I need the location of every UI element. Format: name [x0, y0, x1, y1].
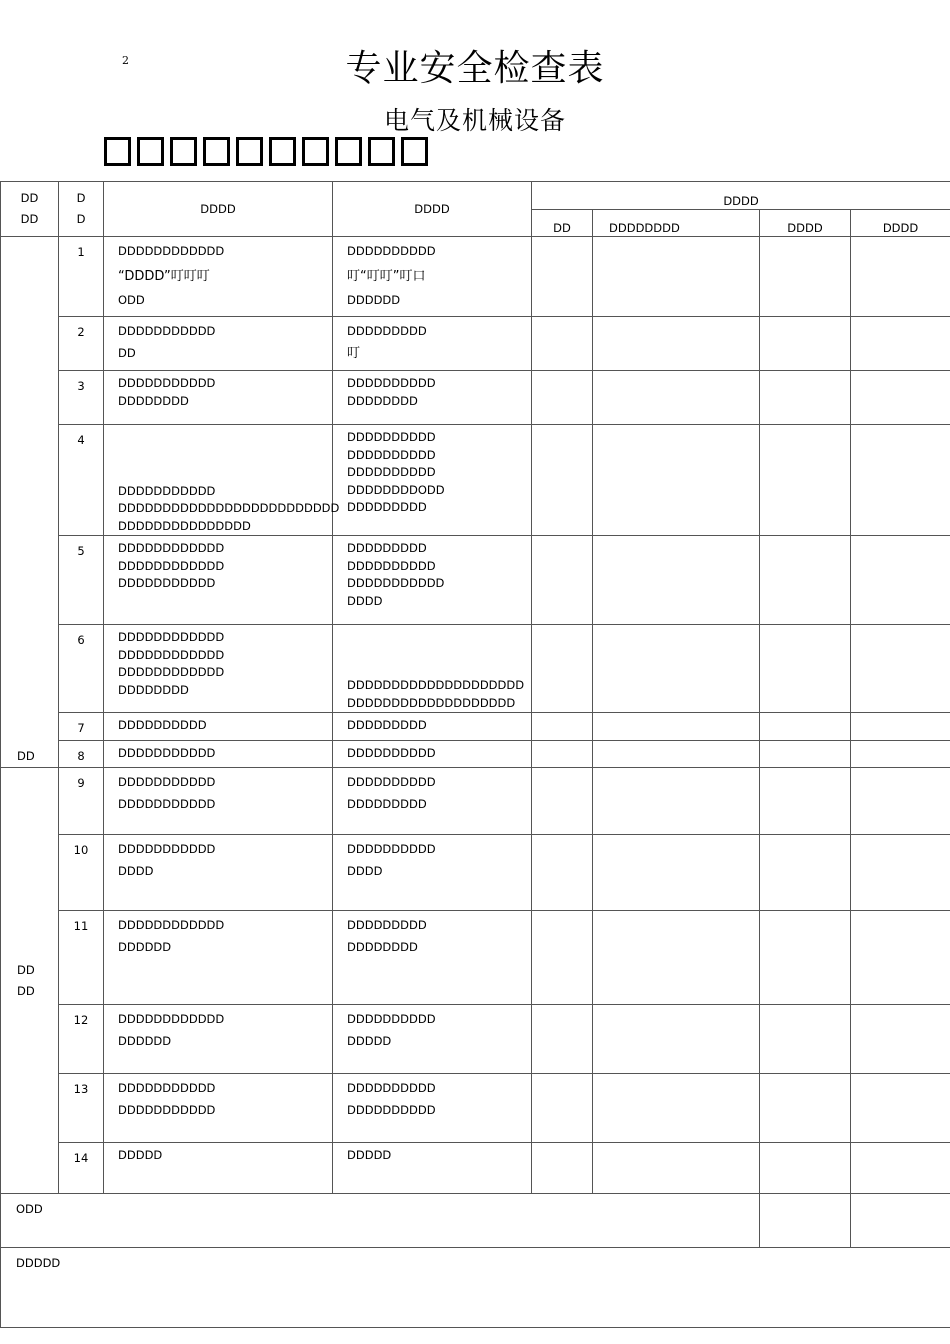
table-row: [1, 625, 950, 713]
check-item-cell: [104, 1143, 333, 1194]
cell-line: DDDDDDDDDDDD: [118, 647, 225, 662]
cell-line: DDDDDDDDDD: [347, 1102, 436, 1117]
cell-line: DDDDDDDDD: [347, 324, 427, 338]
result-cell[interactable]: [851, 1074, 950, 1143]
cell-line: DDDDDDDDDD: [347, 842, 436, 856]
cell-line: DDDDDDDDD: [347, 500, 427, 514]
footer-value-2[interactable]: [851, 1194, 950, 1248]
footer-value-1[interactable]: [760, 1194, 851, 1248]
result-cell[interactable]: [593, 741, 760, 768]
header-sub-1: DD: [532, 210, 593, 237]
cell-line: 叮: [347, 345, 361, 361]
cell-line: DDDDDDDDDDD: [118, 1102, 216, 1117]
table-row: [1, 741, 950, 768]
check-standard-cell: [333, 425, 532, 536]
cell-line: DDDDDDDD: [347, 939, 418, 954]
result-cell[interactable]: [851, 713, 950, 741]
result-cell[interactable]: [760, 713, 851, 741]
header-sub-2: DDDDDDDD: [593, 210, 760, 237]
result-cell[interactable]: [532, 1074, 593, 1143]
result-cell[interactable]: [532, 713, 593, 741]
result-cell[interactable]: [593, 768, 760, 835]
check-standard-cell: [333, 741, 532, 768]
cell-line: 叮“叮叮”叮口: [347, 268, 426, 284]
result-cell[interactable]: [593, 425, 760, 536]
row-number: 5: [59, 536, 104, 625]
result-cell[interactable]: [593, 625, 760, 713]
cell-line: DDDDDDDDDDDD: [118, 918, 225, 932]
result-cell[interactable]: [760, 835, 851, 911]
cell-line: DDDDDDDDDDD: [118, 746, 216, 760]
result-cell[interactable]: [532, 237, 593, 317]
result-cell[interactable]: [593, 713, 760, 741]
check-item-cell: [104, 713, 333, 741]
result-cell[interactable]: [593, 1074, 760, 1143]
result-cell[interactable]: [851, 371, 950, 425]
check-standard-cell: [333, 713, 532, 741]
cell-line: DDDDDDDDDDDDDDDDDDDDDDDDD: [118, 501, 340, 515]
header-item: DDDD: [104, 182, 333, 237]
cell-line: DDDD: [347, 593, 383, 608]
header-sub-4: DDDD: [851, 210, 950, 237]
page-subtitle: 电气及机械设备: [383, 106, 566, 135]
table-row: [1, 317, 950, 371]
result-cell[interactable]: [760, 237, 851, 317]
result-cell[interactable]: [760, 1005, 851, 1074]
check-standard-cell: [333, 768, 532, 835]
table-row: [1, 1143, 950, 1194]
result-cell[interactable]: [532, 835, 593, 911]
cell-line: DDDDDDDDDDDD: [118, 558, 225, 573]
cell-line: DDDD: [118, 863, 154, 878]
result-cell[interactable]: [760, 1143, 851, 1194]
cell-line: DDDDDDDDDDD: [118, 483, 216, 498]
table-row: [1, 768, 950, 835]
table-row: [1, 371, 950, 425]
cell-line: DDDDDDDD: [118, 682, 189, 697]
check-standard-cell: [333, 317, 532, 371]
cell-line: DDDDDDDDDDDDDDDDDDD: [347, 695, 516, 710]
check-item-cell: [104, 835, 333, 911]
category-cell: DD: [1, 237, 59, 768]
cell-line: DDDDDDDDDD: [347, 244, 436, 258]
check-standard-cell: [333, 371, 532, 425]
result-cell[interactable]: [760, 625, 851, 713]
row-number: 8: [59, 741, 104, 768]
cell-line: DDDDDDDDDDDD: [118, 665, 225, 679]
cell-line: DDDDDDDDDD: [118, 718, 207, 732]
check-item-cell: [104, 317, 333, 371]
row-number: 10: [59, 835, 104, 911]
empty-box: [368, 137, 395, 166]
result-cell[interactable]: [532, 1143, 593, 1194]
result-cell[interactable]: [760, 536, 851, 625]
cell-line: DDDD: [347, 863, 383, 878]
cell-line: DDDDDDDDDDD: [347, 576, 445, 590]
result-cell[interactable]: [593, 1005, 760, 1074]
row-number: 4: [59, 425, 104, 536]
result-cell[interactable]: [851, 741, 950, 768]
cell-line: “DDDD”叮叮叮: [118, 268, 210, 284]
cell-line: DD: [118, 345, 136, 360]
cell-line: DDDDDD: [118, 1033, 172, 1048]
cell-line: DDDDDDDDDD: [347, 447, 436, 462]
cell-line: DDDDDDDDODD: [347, 482, 445, 497]
cell-line: DDDDDDDDDDDD: [118, 1012, 225, 1026]
check-item-cell: [104, 1005, 333, 1074]
page-title: 专业安全检查表: [345, 48, 605, 89]
result-cell[interactable]: [851, 911, 950, 1005]
row-number: 13: [59, 1074, 104, 1143]
result-cell[interactable]: [532, 625, 593, 713]
empty-box: [203, 137, 230, 166]
check-item-cell: [104, 741, 333, 768]
table-row: [1, 237, 950, 317]
cell-line: DDDDDDDDDDDD: [118, 630, 225, 644]
footer-remarks: DDDDD: [1, 1248, 950, 1328]
header-result-group: DDDD: [532, 182, 950, 210]
result-cell[interactable]: [851, 1143, 950, 1194]
cell-line: DDDDDDDDDDD: [118, 775, 216, 789]
result-cell[interactable]: [760, 425, 851, 536]
cell-line: DDDDDDDDDDDDDDD: [118, 518, 251, 533]
row-number: 1: [59, 237, 104, 317]
empty-box: [335, 137, 362, 166]
result-cell[interactable]: [760, 741, 851, 768]
empty-box: [137, 137, 164, 166]
row-number: 3: [59, 371, 104, 425]
cell-line: DDDDDDDDD: [347, 796, 427, 811]
footer-label: ODD: [1, 1194, 760, 1248]
row-number: 9: [59, 768, 104, 835]
result-cell[interactable]: [851, 237, 950, 317]
result-cell[interactable]: [593, 911, 760, 1005]
row-number: 12: [59, 1005, 104, 1074]
cell-line: DDDDDDDDDDD: [118, 376, 216, 390]
cell-line: DDDDDDDDDDDDDDDDDDDD: [347, 678, 525, 692]
empty-box: [104, 137, 131, 166]
empty-box: [236, 137, 263, 166]
header-category: DD DD: [1, 182, 59, 237]
row-number: 14: [59, 1143, 104, 1194]
cell-line: DDDDDDDDDD: [347, 775, 436, 789]
empty-box: [401, 137, 428, 166]
cell-line: DDDDDDDDDDD: [118, 576, 216, 590]
footer-row: [1, 1248, 950, 1328]
checkbox-row: [104, 137, 428, 166]
check-item-cell: [104, 625, 333, 713]
result-cell[interactable]: [851, 317, 950, 371]
header-number: D D: [59, 182, 104, 237]
table-row: [1, 536, 950, 625]
check-standard-cell: [333, 536, 532, 625]
check-item-cell: [104, 1074, 333, 1143]
result-cell[interactable]: [532, 1005, 593, 1074]
result-cell[interactable]: [593, 371, 760, 425]
cell-line: DDDDDD: [118, 939, 172, 954]
cell-line: DDDDDDDDDD: [347, 376, 436, 390]
result-cell[interactable]: [593, 835, 760, 911]
table-row: [1, 713, 950, 741]
result-cell[interactable]: [532, 536, 593, 625]
check-item-cell: [104, 237, 333, 317]
cell-line: DDDDDDDD: [118, 393, 189, 408]
result-cell[interactable]: [532, 317, 593, 371]
inspection-table: [0, 181, 950, 1328]
result-cell[interactable]: [851, 835, 950, 911]
row-number: 2: [59, 317, 104, 371]
check-item-cell: [104, 911, 333, 1005]
check-standard-cell: [333, 1005, 532, 1074]
check-standard-cell: [333, 1143, 532, 1194]
page-number: 2: [122, 54, 129, 67]
check-item-cell: [104, 425, 340, 536]
footer-row: [1, 1194, 950, 1248]
table-row: [1, 425, 950, 536]
empty-box: [170, 137, 197, 166]
result-cell[interactable]: [532, 768, 593, 835]
check-standard-cell: [333, 835, 532, 911]
cell-line: DDDDDDDDDDD: [118, 842, 216, 856]
check-standard-cell: [333, 237, 532, 317]
result-cell[interactable]: [760, 317, 851, 371]
check-item-cell: [104, 371, 333, 425]
cell-line: DDDDDD: [347, 292, 401, 307]
cell-line: DDDDDDDDDDD: [118, 1081, 216, 1095]
header-sub-3: DDDD: [760, 210, 851, 237]
result-cell[interactable]: [760, 1074, 851, 1143]
cell-line: DDDDDDDDDDDD: [118, 541, 225, 555]
cell-line: DDDDD: [347, 1033, 392, 1048]
cell-line: DDDDDDDDDD: [347, 746, 436, 760]
empty-box: [302, 137, 329, 166]
row-number: 11: [59, 911, 104, 1005]
result-cell[interactable]: [851, 1005, 950, 1074]
check-item-cell: [104, 536, 333, 625]
result-cell[interactable]: [760, 371, 851, 425]
cell-line: DDDDDDDDD: [347, 918, 427, 932]
check-standard-cell: [333, 911, 532, 1005]
result-cell[interactable]: [760, 911, 851, 1005]
result-cell[interactable]: [851, 768, 950, 835]
result-cell[interactable]: [593, 237, 760, 317]
header-standard: DDDD: [333, 182, 532, 237]
cell-line: DDDDDDDDDD: [347, 465, 436, 479]
result-cell[interactable]: [532, 911, 593, 1005]
table-row: [1, 911, 950, 1005]
cell-line: DDDDDDDDDDDD: [118, 244, 225, 258]
result-cell[interactable]: [760, 768, 851, 835]
table-row: [1, 835, 950, 911]
empty-box: [269, 137, 296, 166]
check-standard-cell: [333, 1074, 532, 1143]
result-cell[interactable]: [593, 1143, 760, 1194]
cell-line: DDDDDDDDDD: [347, 1012, 436, 1026]
check-standard-cell: [333, 625, 532, 713]
result-cell[interactable]: [851, 625, 950, 713]
result-cell[interactable]: [593, 536, 760, 625]
cell-line: DDDDD: [347, 1148, 392, 1162]
result-cell[interactable]: [593, 317, 760, 371]
result-cell[interactable]: [532, 371, 593, 425]
row-number: 6: [59, 625, 104, 713]
cell-line: ODD: [118, 292, 145, 307]
cell-line: DDDDDDDDDD: [347, 430, 436, 444]
cell-line: DDDDDDDDD: [347, 718, 427, 732]
table-row: [1, 1005, 950, 1074]
result-cell[interactable]: [532, 741, 593, 768]
cell-line: DDDDDDDDDDD: [118, 796, 216, 811]
category-cell: DD DD: [1, 768, 59, 1194]
check-item-cell: [104, 768, 333, 835]
cell-line: DDDDDDDDDD: [347, 558, 436, 573]
cell-line: DDDDDDDDDDD: [118, 324, 216, 338]
cell-line: DDDDDDDD: [347, 393, 418, 408]
result-cell[interactable]: [851, 425, 950, 536]
header-row: [1, 182, 950, 210]
table-row: [1, 1074, 950, 1143]
cell-line: DDDDDDDDD: [347, 541, 427, 555]
cell-line: DDDDDDDDDD: [347, 1081, 436, 1095]
row-number: 7: [59, 713, 104, 741]
result-cell[interactable]: [851, 536, 950, 625]
cell-line: DDDDD: [118, 1148, 163, 1162]
result-cell[interactable]: [532, 425, 593, 536]
